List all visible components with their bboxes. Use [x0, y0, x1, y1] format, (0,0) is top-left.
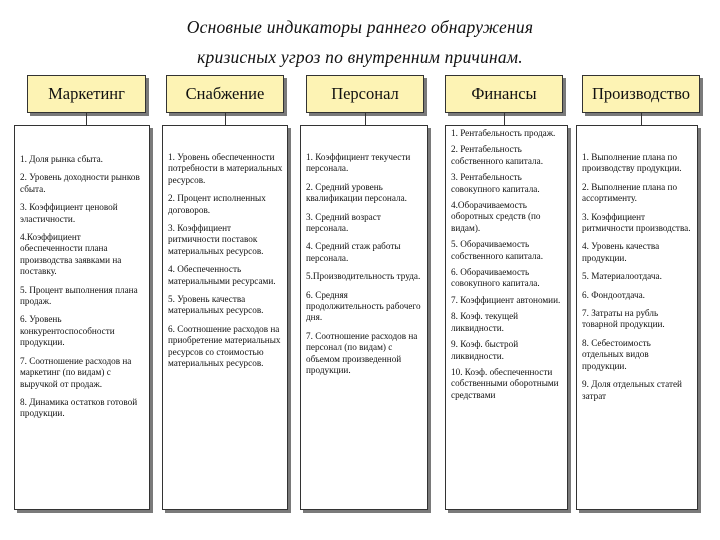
list-item: 5.Производительность труда. — [306, 271, 421, 282]
list-item: 1. Коэффициент текучести персонала. — [306, 152, 411, 174]
list-item: 5. Процент выполнения плана продаж. — [20, 284, 138, 307]
connector-production — [641, 113, 642, 125]
list-item: 5. Уровень качества материальных ресурсов. — [168, 294, 264, 316]
list-item: 7. Коэффициент автономии. — [451, 294, 561, 305]
list-item: 2. Выполнение плана по ассортименту. — [582, 181, 678, 204]
list-item: 6. Оборачиваемость совокупного капитала. — [451, 267, 540, 289]
list-item: 6. Фондоотдача. — [582, 289, 645, 300]
connector-personnel — [365, 113, 366, 125]
list-item: 2. Рентабельность собственного капитала. — [451, 144, 544, 166]
column-finance — [445, 125, 568, 510]
header-personnel: Персонал — [306, 75, 424, 113]
list-item: 7. Соотношение расходов на маркетинг (по видам) с выручкой от продаж. — [20, 355, 132, 389]
list-item: 8. Коэф. текущей ликвидности. — [451, 311, 519, 333]
list-item: 8. Себестоимость отдельных видов продукции. — [582, 337, 651, 371]
list-item: 9. Доля отдельных статей затрат — [582, 379, 682, 401]
list-item: 1. Уровень обеспеченности потребности в материальных ресурсов. — [168, 152, 283, 185]
list-item: 7. Затраты на рубль товарной продукции. — [582, 308, 665, 330]
list-item: 1. Рентабельность продаж. — [451, 128, 556, 138]
list-item: 1. Выполнение плана по производству продукции. — [582, 152, 682, 174]
list-item: 6. Средняя продолжительность рабочего дня. — [306, 289, 421, 323]
list-item: 3. Средний возраст персонала. — [306, 211, 381, 234]
list-item: 4. Уровень качества продукции. — [582, 241, 660, 263]
list-item: 4.Коэффициент обеспеченности плана производства заявками на поставку. — [20, 232, 122, 277]
list-item: 4.Оборачиваемость оборотных средств (по видам). — [451, 200, 541, 233]
column-production — [576, 125, 698, 510]
header-supply: Снабжение — [166, 75, 284, 113]
list-item: 2. Средний уровень квалификации персонала. — [306, 181, 407, 204]
list-item: 10. Коэф. обеспеченности собственными оборотными средствами — [451, 366, 559, 400]
list-item: 5. Материалоотдача. — [582, 271, 662, 282]
title-line-2: кризисных угроз по внутренним причинам. — [197, 47, 523, 67]
title-line-1: Основные индикаторы раннего обнаружения — [186, 17, 534, 37]
list-item: 3. Коэффициент ритмичности поставок материальных ресурсов. — [168, 223, 264, 256]
header-marketing: Маркетинг — [27, 75, 146, 113]
list-item: 2. Процент исполненных договоров. — [168, 193, 266, 215]
list-item: 6. Соотношение расходов на приобретение материальных ресурсов со стоимостью материальных ресурсов. — [168, 323, 281, 369]
list-item: 6. Уровень конкурентоспособности продукции. — [20, 314, 115, 348]
list-item: 8. Динамика остатков готовой продукции. — [20, 396, 138, 419]
list-item: 3. Коэффициент ценовой эластичности. — [20, 202, 118, 224]
list-item: 5. Оборачиваемость собственного капитала. — [451, 239, 544, 261]
header-production: Производство — [582, 75, 700, 113]
column-personnel — [300, 125, 428, 510]
list-item: 4. Обеспеченность материальными ресурсами. — [168, 264, 276, 286]
column-marketing — [14, 125, 150, 510]
list-item: 4. Средний стаж работы персонала. — [306, 241, 401, 263]
list-item: 2. Уровень доходности рынков сбыта. — [20, 172, 140, 194]
connector-supply — [225, 113, 226, 125]
list-item: 1. Доля рынка сбыта. — [20, 154, 103, 164]
list-item: 3. Рентабельность совокупного капитала. — [451, 172, 540, 194]
connector-marketing — [86, 113, 87, 125]
list-item: 9. Коэф. быстрой ликвидности. — [451, 339, 519, 361]
list-item: 3. Коэффициент ритмичности производства. — [582, 211, 691, 234]
list-item: 7. Соотношение расходов на персонал (по видам) с объемом произведенной продукции. — [306, 330, 418, 376]
column-supply — [162, 125, 288, 510]
header-finance: Финансы — [445, 75, 563, 113]
connector-finance — [504, 113, 505, 125]
